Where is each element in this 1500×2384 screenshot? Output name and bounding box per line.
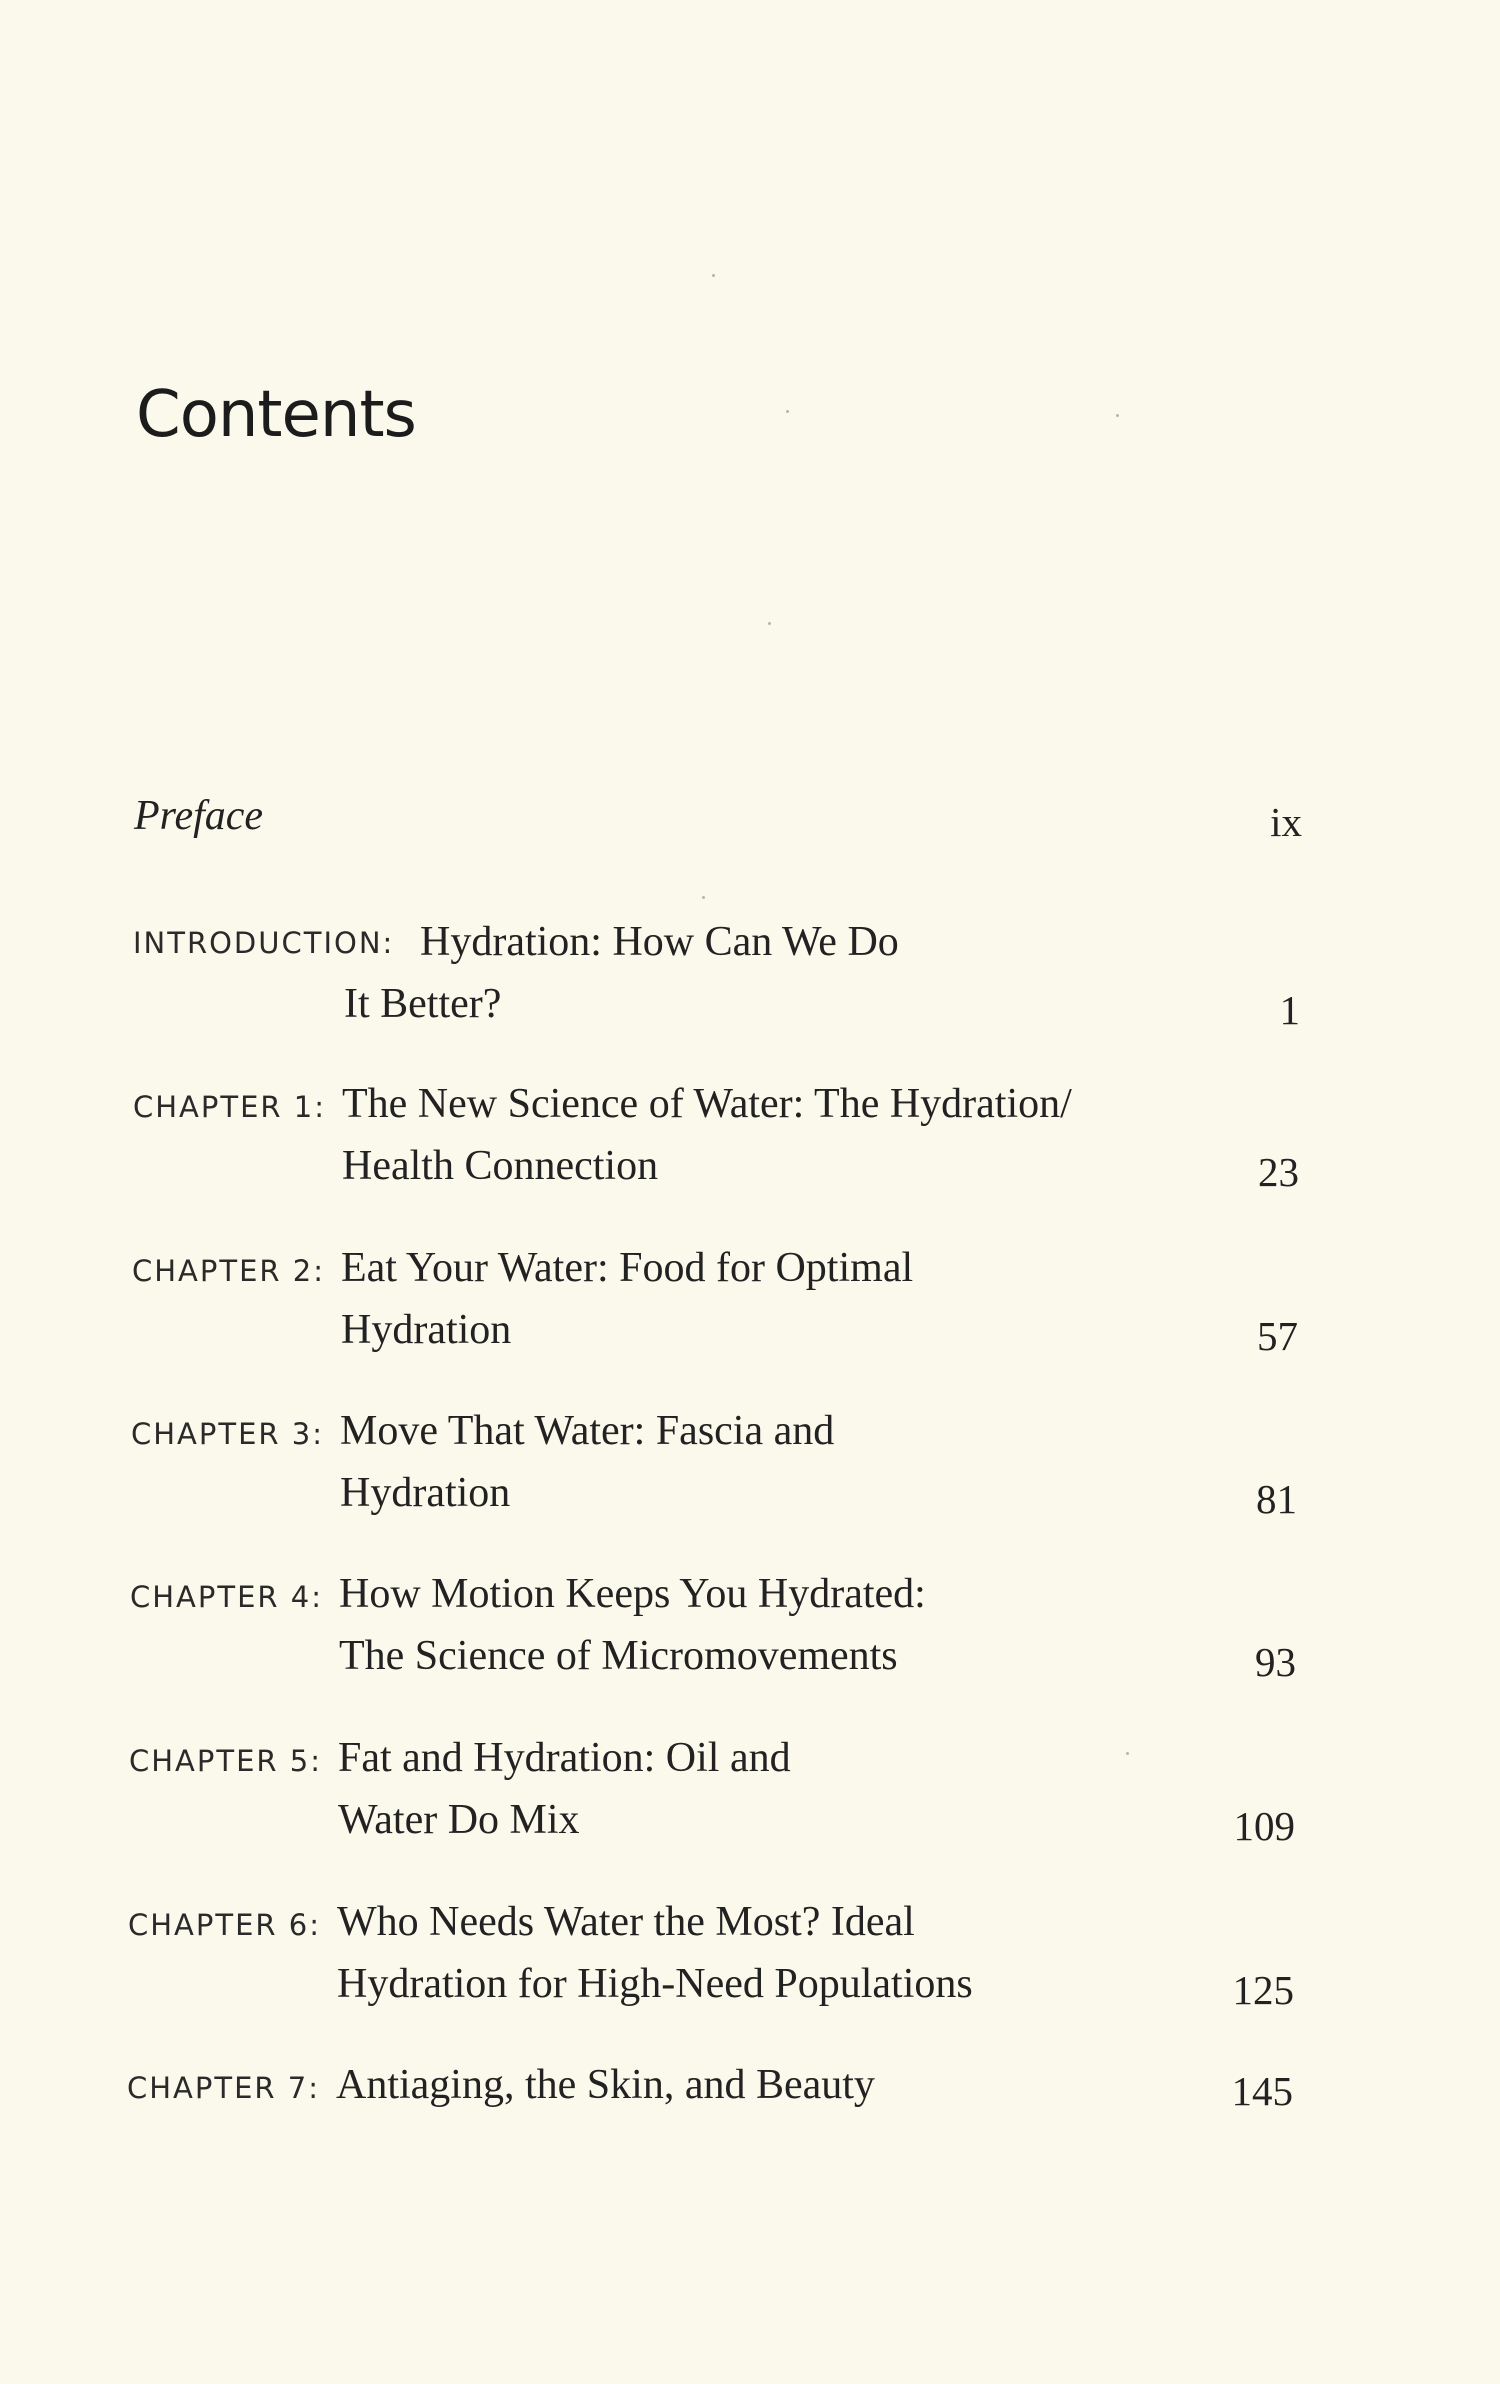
toc-entry-label: CHAPTER 2: [132,1254,326,1288]
scan-speck [768,622,771,625]
toc-entry-title-line-1: Hydration: How Can We Do [420,919,899,965]
toc-entry-title-line-2: Hydration [340,1470,511,1516]
toc-entry-label: CHAPTER 7: [127,2071,321,2105]
toc-page-number: 125 [1232,1967,1294,2013]
scan-speck [1116,414,1119,417]
toc-entry-label: CHAPTER 3: [131,1417,325,1451]
scan-speck [712,274,715,277]
toc-page-number: 81 [1256,1476,1297,1522]
toc-page-number: 1 [1279,987,1300,1033]
toc-entry-title-line-2: Hydration [341,1307,512,1353]
toc-entry-title-line-2: Hydration for High-Need Populations [337,1961,973,2007]
toc-entry-title: Preface [134,793,264,839]
scan-speck [1126,1752,1129,1755]
toc-entry-label: CHAPTER 4: [130,1580,324,1614]
toc-page-number: ix [1270,799,1302,845]
toc-entry-title-line-2: The Science of Micromovements [339,1633,898,1679]
scan-speck [786,410,789,413]
toc-page-number: 57 [1257,1313,1298,1359]
toc-entry-title-line-1: How Motion Keeps You Hydrated: [339,1571,926,1617]
toc-entry-title-line-2: Water Do Mix [338,1797,580,1843]
toc-entry-title-line-1: Antiaging, the Skin, and Beauty [336,2062,875,2108]
toc-entry-label: CHAPTER 1: [133,1090,327,1124]
scan-speck [702,896,705,899]
page-title: Contents [136,378,416,452]
toc-entry-title-line-2: Health Connection [342,1143,659,1189]
toc-entry-title-line-1: The New Science of Water: The Hydration/ [342,1081,1072,1127]
toc-entry-title-line-1: Fat and Hydration: Oil and [338,1735,791,1781]
toc-entry-label: INTRODUCTION: [133,926,395,960]
toc-entry-title-line-1: Who Needs Water the Most? Ideal [337,1899,915,1945]
toc-entry-label: CHAPTER 5: [129,1744,323,1778]
toc-page-number: 93 [1255,1639,1296,1685]
toc-entry-title-line-1: Eat Your Water: Food for Optimal [341,1245,914,1291]
toc-entry-title-line-2: It Better? [344,981,502,1027]
toc-page-number: 23 [1258,1149,1299,1195]
toc-page-number: 145 [1231,2068,1293,2114]
toc-entry-label: CHAPTER 6: [128,1908,322,1942]
toc-entry-title-line-1: Move That Water: Fascia and [340,1408,835,1454]
toc-page-number: 109 [1233,1803,1295,1849]
